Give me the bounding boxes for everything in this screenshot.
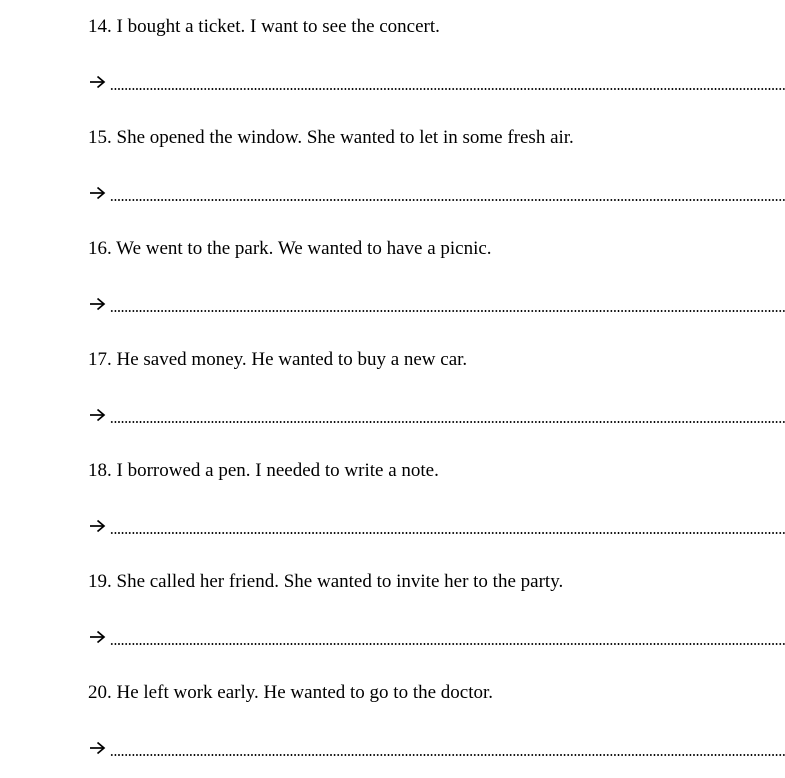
sentence: 16. We went to the park. We wanted to have a picnic. (88, 238, 492, 259)
answer-line (88, 516, 785, 538)
exercise-15 (88, 127, 785, 149)
answer-blank[interactable] (110, 88, 785, 90)
answer-line (88, 405, 785, 427)
answer-blank[interactable] (110, 421, 785, 423)
sentence: 19. She called her friend. She wanted to invite her to the party. (88, 571, 564, 592)
answer-blank[interactable] (110, 754, 785, 756)
answer-line (88, 183, 785, 205)
sentence: 17. He saved money. He wanted to buy a new car. (88, 349, 468, 370)
answer-line (88, 627, 785, 649)
answer-line (88, 72, 785, 94)
exercise-20 (88, 682, 785, 704)
answer-line (88, 738, 785, 760)
sentence: 18. I borrowed a pen. I needed to write a note. (88, 460, 439, 481)
answer-blank[interactable] (110, 310, 785, 312)
arrow-right-icon (88, 297, 110, 311)
arrow-right-icon (88, 186, 110, 200)
arrow-right-icon (88, 408, 110, 422)
exercise-19 (88, 571, 785, 593)
answer-blank[interactable] (110, 643, 785, 645)
sentence: 14. I bought a ticket. I want to see the concert. (88, 16, 440, 37)
sentence: 20. He left work early. He wanted to go to the doctor. (88, 682, 494, 703)
exercise-16 (88, 238, 785, 260)
answer-blank[interactable] (110, 532, 785, 534)
arrow-right-icon (88, 75, 110, 89)
answer-line (88, 294, 785, 316)
exercise-14 (88, 16, 785, 38)
exercise-17 (88, 349, 785, 371)
exercise-18 (88, 460, 785, 482)
arrow-right-icon (88, 630, 110, 644)
answer-blank[interactable] (110, 199, 785, 201)
arrow-right-icon (88, 741, 110, 755)
sentence: 15. She opened the window. She wanted to let in some fresh air. (88, 127, 574, 148)
arrow-right-icon (88, 519, 110, 533)
